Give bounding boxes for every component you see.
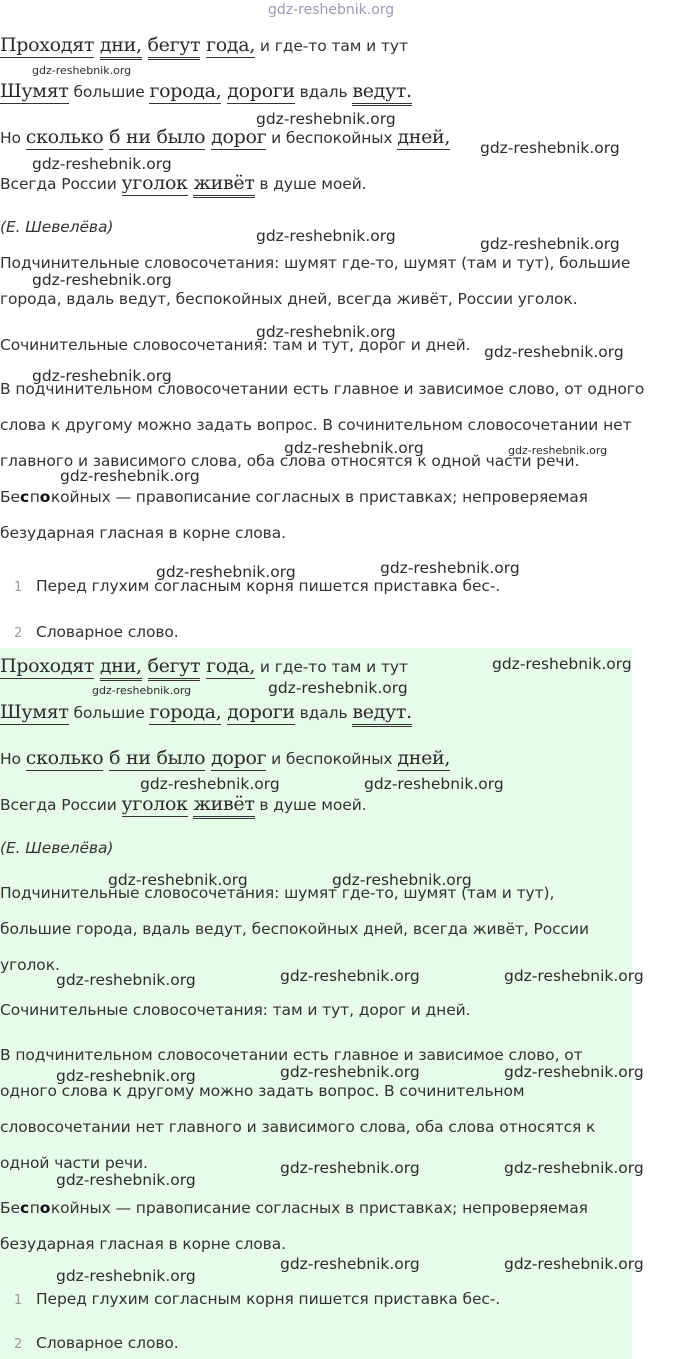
watermark: gdz-reshebnik.org [280,1063,420,1081]
coordinate-text: Сочинительные словосочетания: там и тут, дорог и дней. [0,336,471,354]
watermark: gdz-reshebnik.org [280,1255,420,1273]
coordinate-text: Сочинительные словосочетания: там и тут, дорог и дней. [0,1001,471,1019]
watermark: gdz-reshebnik.org [284,439,424,457]
spelling-rest: койных — правописание согласных в приставках; непроверяемая [50,1199,588,1217]
subordinate-text: города, вдаль ведут, беспокойных дней, всегда живёт, России уголок. [0,290,578,308]
underlined-word: дорог [211,126,267,148]
underlined-word: дней, [397,126,451,148]
list-number: 1 [14,580,23,595]
double-underlined-word: бегут [148,34,201,60]
list-item [14,1334,179,1352]
watermark: gdz-reshebnik.org [332,871,472,889]
poem-author: (Е. Шевелёва) [0,839,114,857]
poem-line-3 [0,126,450,148]
double-underlined-word: живёт [193,172,254,198]
watermark: gdz-reshebnik.org [268,2,395,18]
underlined-word: Проходят [0,34,95,56]
watermark: gdz-reshebnik.org [484,343,624,361]
word-part: п [29,1199,40,1217]
subordinate-text: уголок. [0,956,60,974]
explanation-text: главного и зависимого слова, оба слова относятся к одной части речи. [0,452,580,470]
watermark: gdz-reshebnik.org [280,967,420,985]
poem-line-4 [0,172,367,194]
poem-text: вдаль [294,83,353,101]
underlined-word: б ни было [109,126,206,148]
watermark: gdz-reshebnik.org [492,655,632,673]
word-part: п [29,488,40,506]
poem-text: в душе моей. [254,175,367,193]
watermark: gdz-reshebnik.org [108,871,248,889]
underlined-word: уголок [121,172,188,194]
spelling-text [0,488,588,506]
watermark: gdz-reshebnik.org [60,467,200,485]
watermark: gdz-reshebnik.org [280,1159,420,1177]
subordinate-text: большие города, вдаль ведут, беспокойных дней, всегда живёт, России [0,920,589,938]
watermark: gdz-reshebnik.org [504,1159,644,1177]
highlighted-letter: с [19,1199,30,1217]
list-number: 1 [14,1293,23,1308]
list-item [14,623,179,641]
watermark: gdz-reshebnik.org [364,775,504,793]
watermark: gdz-reshebnik.org [56,1267,196,1285]
explanation-text: слова к другому можно задать вопрос. В сочинительном словосочетании нет [0,416,632,434]
underlined-word: дорог [211,747,267,769]
highlighted-letter: о [39,1199,51,1217]
highlighted-letter: с [19,488,30,506]
spelling-text: безударная гласная в корне слова. [0,1235,286,1253]
watermark: gdz-reshebnik.org [268,679,408,697]
poem-text: Всегда России [0,175,122,193]
double-underlined-word: дни, [100,34,142,60]
poem-text: в душе моей. [254,796,367,814]
poem-text: и где-то там и тут [255,37,408,55]
poem-text: большие [68,83,150,101]
underlined-word: сколько [25,747,104,769]
explanation-text: одного слова к другому можно задать вопрос. В сочинительном [0,1082,525,1100]
underlined-word: дней, [397,747,451,769]
watermark: gdz-reshebnik.org [504,1063,644,1081]
watermark: gdz-reshebnik.org [504,1255,644,1273]
underlined-word: года, [206,34,256,56]
poem-line-1 [0,655,408,677]
poem-line-1 [0,34,408,56]
underlined-word: Проходят [0,655,95,677]
spelling-text [0,1199,588,1217]
poem-line-3 [0,747,450,769]
watermark: gdz-reshebnik.org [256,227,396,245]
spelling-rest: койных — правописание согласных в приставках; непроверяемая [50,488,588,506]
poem-line-2 [0,80,412,102]
underlined-word: города, [149,80,222,102]
double-underlined-word: ведут. [352,701,412,727]
list-number: 2 [14,1337,23,1352]
list-item-text: Словарное слово. [36,1334,179,1352]
highlighted-letter: о [39,488,51,506]
watermark: gdz-reshebnik.org [156,563,296,581]
watermark: gdz-reshebnik.org [140,775,280,793]
subordinate-text: Подчинительные словосочетания: шумят где-то, шумят (там и тут), большие [0,254,631,272]
underlined-word: сколько [25,126,104,148]
explanation-text: одной части речи. [0,1154,148,1172]
underlined-word: Шумят [0,80,69,102]
poem-text: и беспокойных [266,129,398,147]
list-item [14,1290,500,1308]
list-item-text: Перед глухим согласным корня пишется приставка бес-. [36,577,501,595]
poem-text: Всегда России [0,796,122,814]
watermark: gdz-reshebnik.org [480,139,620,157]
watermark: gdz-reshebnik.org [56,1067,196,1085]
underlined-word: б ни было [109,747,206,769]
explanation-text: В подчинительном словосочетании есть главное и зависимое слово, от [0,1046,583,1064]
word-part: Бе [0,1199,20,1217]
poem-text: Но [0,129,26,147]
poem-text: Но [0,750,26,768]
underlined-word: дороги [227,80,295,102]
explanation-text: словосочетании нет главного и зависимого слова, оба слова относятся к [0,1118,596,1136]
word-part: Бе [0,488,20,506]
subordinate-text: Подчинительные словосочетания: шумят где-то, шумят (там и тут), [0,884,555,902]
poem-text: большие [68,704,150,722]
watermark: gdz-reshebnik.org [32,271,172,289]
poem-text: вдаль [294,704,353,722]
spelling-text: безударная гласная в корне слова. [0,524,286,542]
underlined-word: города, [149,701,222,723]
double-underlined-word: ведут. [352,80,412,106]
watermark: gdz-reshebnik.org [32,155,172,173]
watermark: gdz-reshebnik.org [256,110,396,128]
watermark: gdz-reshebnik.org [504,967,644,985]
watermark: gdz-reshebnik.org [56,1171,196,1189]
watermark: gdz-reshebnik.org [380,559,520,577]
underlined-word: Шумят [0,701,69,723]
explanation-text: В подчинительном словосочетании есть главное и зависимое слово, от одного [0,380,645,398]
watermark: gdz-reshebnik.org [508,444,608,457]
double-underlined-word: бегут [148,655,201,681]
watermark: gdz-reshebnik.org [32,367,172,385]
watermark: gdz-reshebnik.org [32,64,132,77]
double-underlined-word: живёт [193,793,254,819]
poem-text: и где-то там и тут [255,658,408,676]
watermark: gdz-reshebnik.org [56,971,196,989]
list-number: 2 [14,626,23,641]
poem-line-4 [0,793,367,815]
poem-author: (Е. Шевелёва) [0,218,114,236]
underlined-word: года, [206,655,256,677]
underlined-word: уголок [121,793,188,815]
double-underlined-word: дни, [100,655,142,681]
poem-text: и беспокойных [266,750,398,768]
watermark: gdz-reshebnik.org [256,323,396,341]
watermark: gdz-reshebnik.org [92,684,192,697]
watermark: gdz-reshebnik.org [480,235,620,253]
list-item-text: Словарное слово. [36,623,179,641]
poem-line-2 [0,701,412,723]
underlined-word: дороги [227,701,295,723]
list-item-text: Перед глухим согласным корня пишется приставка бес-. [36,1290,501,1308]
